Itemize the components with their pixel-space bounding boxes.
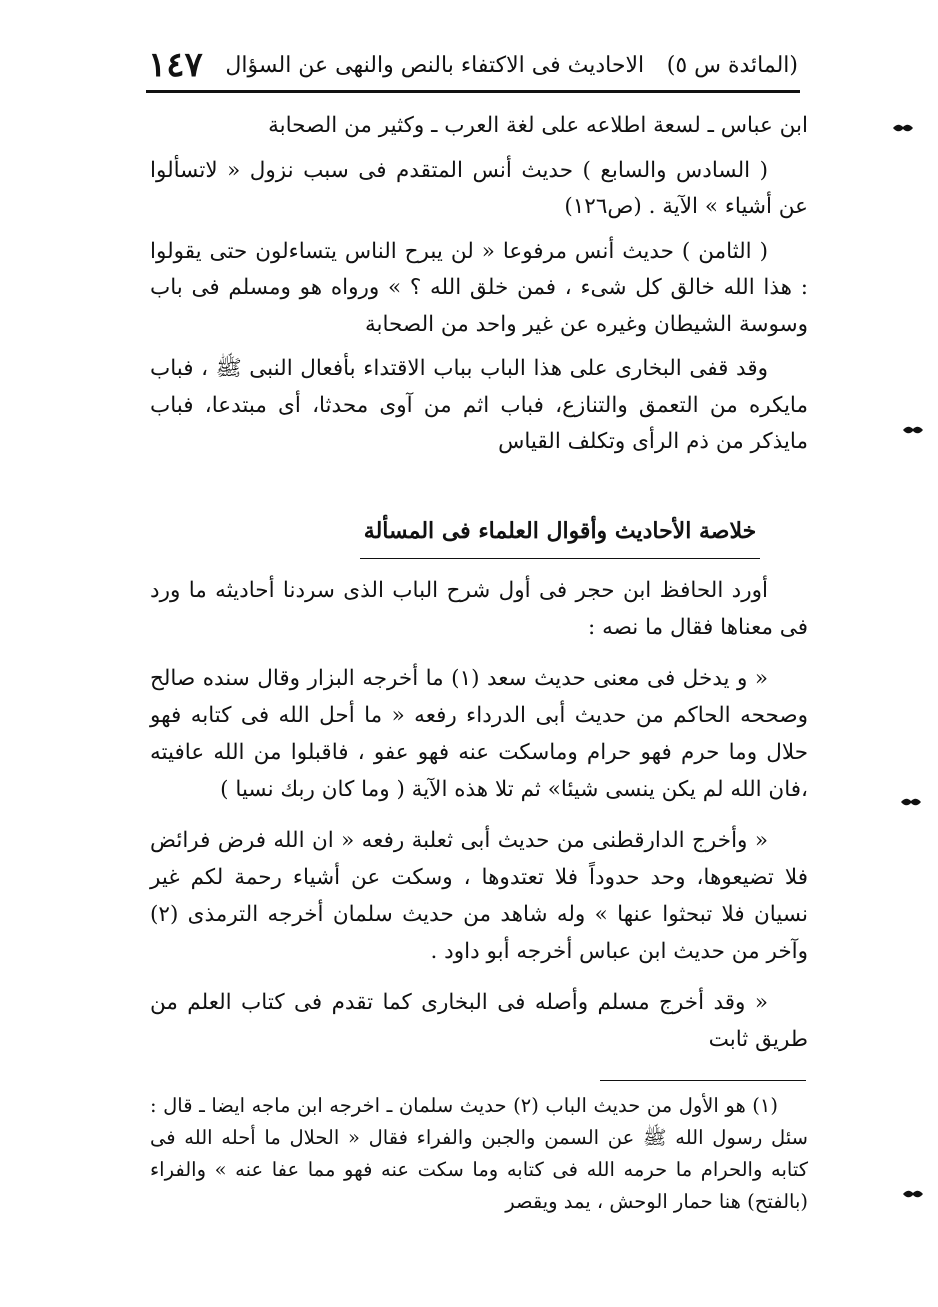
page-header xyxy=(148,40,798,90)
punch-hole-mark xyxy=(900,796,922,808)
paragraph: ابن عباس ـ لسعة اطلاعه على لغة العرب ـ وكثير من الصحابة xyxy=(268,113,808,138)
heading-rule xyxy=(360,558,760,559)
header-rule xyxy=(146,90,800,93)
punch-hole-mark xyxy=(902,424,924,436)
main-text xyxy=(150,108,808,469)
footnote-text: (١) هو الأول من حديث الباب (٢) حديث سلمان ـ اخرجه ابن ماجه ايضا ـ قال : سئل رسول الله ﷺ عن السمن والجبن والفراء فقال « الحلال ما أحله الله فى كتابه والحرام ما حرمه الله فى كتابه وما سكت عنه فهو مما عفا عنه » والفراء (بالفتح) هنا حمار الوحش ، يمد ويقصر xyxy=(150,1094,808,1213)
paragraph: « و يدخل فى معنى حديث سعد (١) ما أخرجه البزار وقال سنده صالح وصححه الحاكم من حديث أبى الدرداء رفعه « ما أحل الله فى كتابه فهو حلال وما حرم فهو حرام وماسكت عنه فهو عفو ، فاقبلوا من الله عافيته ،فان الله لم يكن ينسى شيئا» ثم تلا هذه الآية ( وما كان ربك نسيا ) xyxy=(150,666,808,802)
paragraph: وقد قفى البخارى على هذا الباب بباب الاقتداء بأفعال النبى ﷺ ، فباب مايكره من التعمق والتنازع، فباب اثم من آوى محدثا، أى مبتدعا، فباب مايذكر من ذم الرأى وتكلف القياس xyxy=(150,356,808,454)
punch-hole-mark xyxy=(902,1188,924,1200)
running-title: الاحاديث فى الاكتفاء بالنص والنهى عن السؤال xyxy=(225,52,645,78)
punch-hole-mark xyxy=(892,122,914,134)
paragraph: أورد الحافظ ابن حجر فى أول شرح الباب الذى سردنا أحاديثه ما ورد فى معناها فقال ما نصه : xyxy=(150,578,808,640)
chapter-reference: (المائدة س ٥) xyxy=(666,52,798,78)
paragraph: « وقد أخرج مسلم وأصله فى البخارى كما تقدم فى كتاب العلم من طريق ثابت xyxy=(150,990,808,1052)
footnote-rule xyxy=(600,1080,806,1081)
paragraph: ( السادس والسابع ) حديث أنس المتقدم فى سبب نزول « لاتسألوا عن أشياء » الآية . (ص١٢٦) xyxy=(150,157,808,219)
paragraph: « وأخرج الدارقطنى من حديث أبى ثعلبة رفعه « ان الله فرض فرائض فلا تضيعوها، وحد حدوداً فلا تعتدوها ، وسكت عن أشياء رحمة لكم غير نسيان فلا تبحثوا عنها » وله شاهد من حديث سلمان أخرجه الترمذى (٢) وآخر من حديث ابن عباس أخرجه أبو داود . xyxy=(150,828,808,964)
footnotes xyxy=(150,1090,808,1218)
summary-text xyxy=(150,572,808,1072)
paragraph: ( الثامن ) حديث أنس مرفوعا « لن يبرح الناس يتساءلون حتى يقولوا : هذا الله خالق كل شىء ، فمن خلق الله ؟ » ورواه هو ومسلم فى باب وسوسة الشيطان وغيره عن غير واحد من الصحابة xyxy=(150,238,808,337)
page-number: ١٤٧ xyxy=(148,45,203,85)
section-heading: خلاصة الأحاديث وأقوال العلماء فى المسألة xyxy=(363,518,757,544)
